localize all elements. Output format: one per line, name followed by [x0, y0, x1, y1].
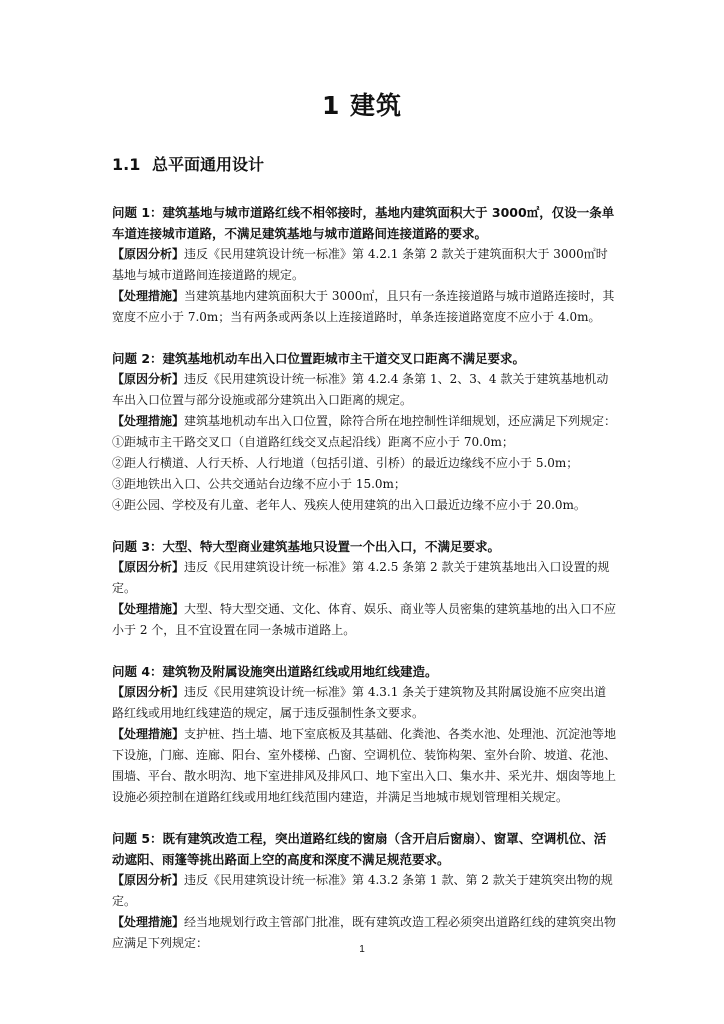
measure-text: 建筑基地机动车出入口位置，除符合所在地控制性详细规划，还应满足下列规定： — [184, 414, 617, 428]
measure-list-item: ④距公园、学校及有儿童、老年人、残疾人使用建筑的出入口最近边缘不应小于 20.0m。 — [112, 498, 586, 512]
issue-question: 问题 3：大型、特大型商业建筑基地只设置一个出入口，不满足要求。 — [112, 539, 501, 554]
cause-text: 违反《民用建筑设计统一标准》第 4.3.2 条第 1 款、第 2 款关于建筑突出物的规定。 — [112, 873, 613, 908]
issue-question: 问题 5：既有建筑改造工程，突出道路红线的窗扇（含开启后窗扇）、窗罩、空调机位、活动遮阳、雨篷等挑出路面上空的高度和深度不满足规范要求。 — [112, 831, 607, 867]
measure-tag: 【处理措施】 — [112, 602, 185, 616]
measure-tag: 【处理措施】 — [112, 727, 185, 741]
treatment-measure — [112, 411, 618, 432]
issue-question: 问题 2：建筑基地机动车出入口位置距城市主干道交叉口距离不满足要求。 — [112, 351, 526, 366]
measure-list-item: ③距地铁出入口、公共交通站台边缘不应小于 15.0m； — [112, 477, 406, 491]
cause-text: 违反《民用建筑设计统一标准》第 4.2.4 条第 1、2、3、4 款关于建筑基地机动车出入口位置与部分设施或部分建筑出入口距离的规定。 — [112, 372, 609, 407]
cause-text: 违反《民用建筑设计统一标准》第 4.2.1 条第 2 款关于建筑面积大于 3000㎡时基地与城市道路间连接道路的规定。 — [112, 247, 608, 282]
measure-tag: 【处理措施】 — [112, 414, 185, 428]
issue-block — [112, 202, 618, 328]
measure-list-item: ①距城市主干路交叉口（自道路红线交叉点起沿线）距离不应小于 70.0m； — [112, 435, 514, 449]
issue-block — [112, 348, 618, 516]
treatment-measure — [112, 599, 618, 641]
measure-text: 支护桩、挡土墙、地下室底板及其基础、化粪池、各类水池、处理池、沉淀池等地下设施，门廊、连廊、阳台、室外楼梯、凸窗、空调机位、装饰构架、室外台阶、坡道、花池、围墙、平台、散水明沟、地下室进排风及排风口、地下室出入口、集水井、采光井、烟囱等地上设施必须控制在道路红线或用地红线范围内建造，并满足当地城市规划管理相关规定。 — [112, 727, 617, 804]
cause-tag: 【原因分析】 — [112, 873, 185, 887]
cause-analysis — [112, 244, 618, 286]
measure-tag: 【处理措施】 — [112, 289, 185, 303]
cause-tag: 【原因分析】 — [112, 247, 185, 261]
section-number: 1.1 — [112, 155, 141, 174]
cause-analysis — [112, 682, 618, 724]
section-name: 总平面通用设计 — [152, 155, 265, 174]
chapter-title: 1 建筑 — [321, 91, 403, 120]
cause-analysis — [112, 870, 618, 912]
measure-text: 经当地规划行政主管部门批准，既有建筑改造工程必须突出道路红线的建筑突出物应满足下列规定： — [112, 915, 617, 950]
cause-tag: 【原因分析】 — [112, 372, 185, 386]
cause-text: 违反《民用建筑设计统一标准》第 4.3.1 条关于建筑物及其附属设施不应突出道路红线或用地红线建造的规定，属于违反强制性条文要求。 — [112, 685, 607, 720]
cause-text: 违反《民用建筑设计统一标准》第 4.2.5 条第 2 款关于建筑基地出入口设置的规定。 — [112, 560, 610, 595]
cause-analysis — [112, 557, 618, 599]
treatment-measure — [112, 724, 618, 808]
cause-analysis — [112, 369, 618, 411]
issue-question: 问题 4：建筑物及附属设施突出道路红线或用地红线建造。 — [112, 664, 438, 679]
issue-question: 问题 1：建筑基地与城市道路红线不相邻接时，基地内建筑面积大于 3000㎡，仅设一条单车道连接城市道路，不满足建筑基地与城市道路间连接道路的要求。 — [112, 205, 615, 241]
cause-tag: 【原因分析】 — [112, 685, 185, 699]
cause-tag: 【原因分析】 — [112, 560, 185, 574]
section-title — [112, 152, 264, 175]
issue-block — [112, 661, 618, 808]
issue-block — [112, 536, 618, 641]
treatment-measure — [112, 286, 618, 328]
issues-list — [112, 202, 618, 974]
issue-block — [112, 828, 618, 954]
measure-text: 当建筑基地内建筑面积大于 3000㎡，且只有一条连接道路与城市道路连接时，其宽度不应小于 7.0m；当有两条或两条以上连接道路时，单条连接道路宽度不应小于 4.0m。 — [112, 289, 615, 324]
measure-tag: 【处理措施】 — [112, 915, 185, 929]
measure-list-item: ②距人行横道、人行天桥、人行地道（包括引道、引桥）的最近边缘线不应小于 5.0m； — [112, 456, 579, 470]
page-number: 1 — [359, 944, 365, 955]
measure-text: 大型、特大型交通、文化、体育、娱乐、商业等人员密集的建筑基地的出入口不应小于 2 个，且不宜设置在同一条城市道路上。 — [112, 602, 617, 637]
